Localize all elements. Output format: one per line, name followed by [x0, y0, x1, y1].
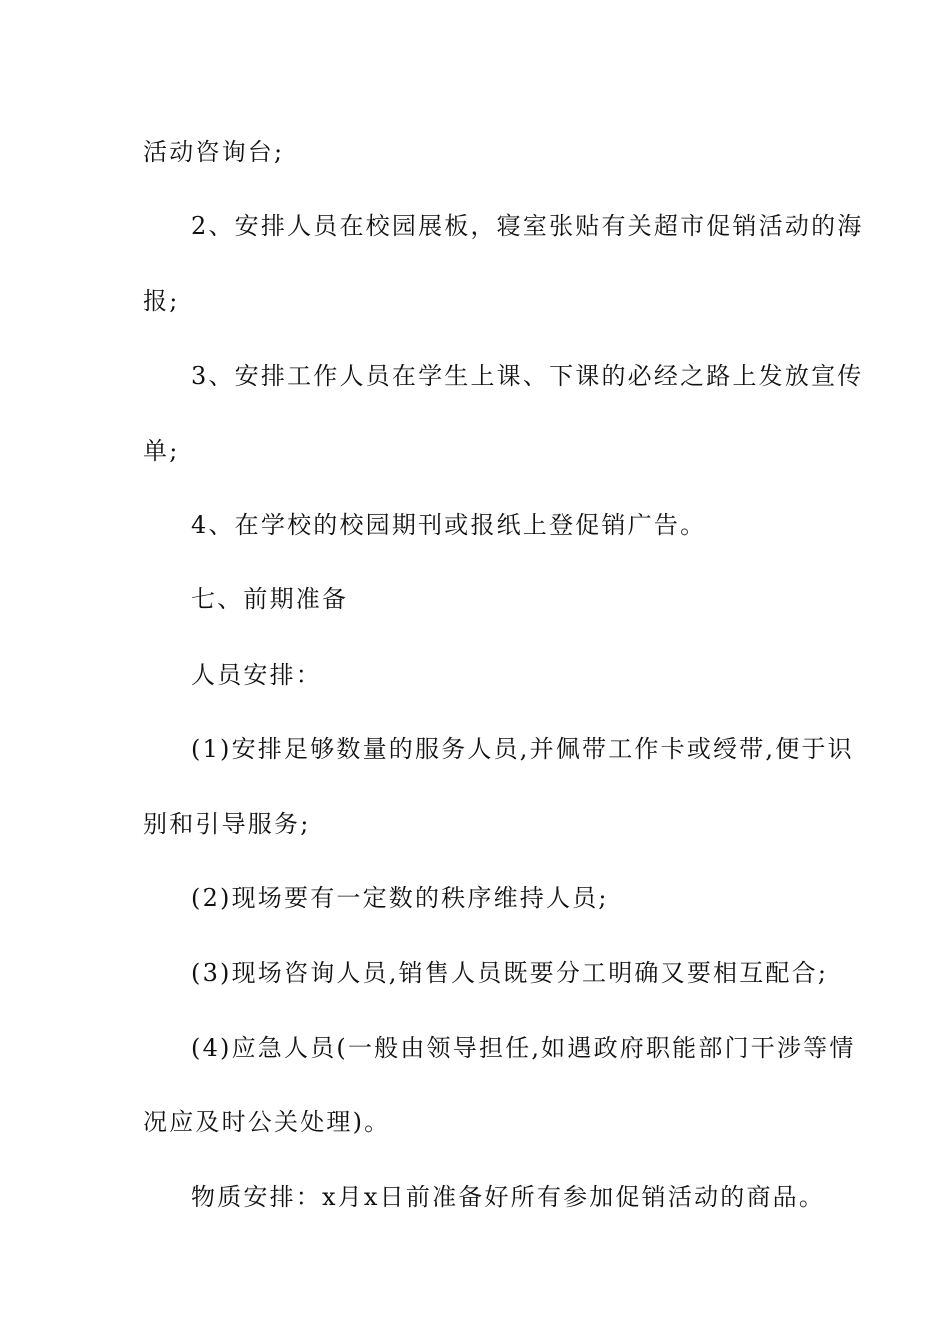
text-line-staff-4: (4)应急人员(一般由领导担任,如遇政府职能部门干涉等情 — [191, 1034, 856, 1062]
section-heading-preparation: 七、前期准备 — [191, 585, 349, 613]
text-line-staff-2: (2)现场要有一定数的秩序维持人员; — [191, 884, 609, 912]
text-line-staff-1-continuation: 别和引导服务; — [143, 810, 311, 838]
subheading-staff-arrangement: 人员安排： — [191, 661, 322, 689]
text-line-continuation-consultation-desk: 活动咨询台; — [143, 138, 285, 166]
text-line-staff-3: (3)现场咨询人员,销售人员既要分工明确又要相互配合; — [191, 959, 829, 987]
text-line-staff-1: (1)安排足够数量的服务人员,并佩带工作卡或绶带,便于识 — [191, 735, 854, 763]
text-line-item-2-posters: 2、安排人员在校园展板，寝室张贴有关超市促销活动的海 — [191, 212, 864, 240]
text-line-item-4-ads: 4、在学校的校园期刊或报纸上登促销广告。 — [191, 511, 707, 539]
text-line-item-3-flyers: 3、安排工作人员在学生上课、下课的必经之路上发放宣传 — [191, 362, 864, 390]
text-line-material-arrangement: 物质安排：x月x日前准备好所有参加促销活动的商品。 — [191, 1183, 826, 1211]
text-line-item-3-continuation: 单; — [143, 437, 180, 465]
text-line-staff-4-continuation: 况应及时公关处理)。 — [143, 1108, 391, 1136]
text-line-item-2-continuation: 报; — [143, 287, 180, 315]
